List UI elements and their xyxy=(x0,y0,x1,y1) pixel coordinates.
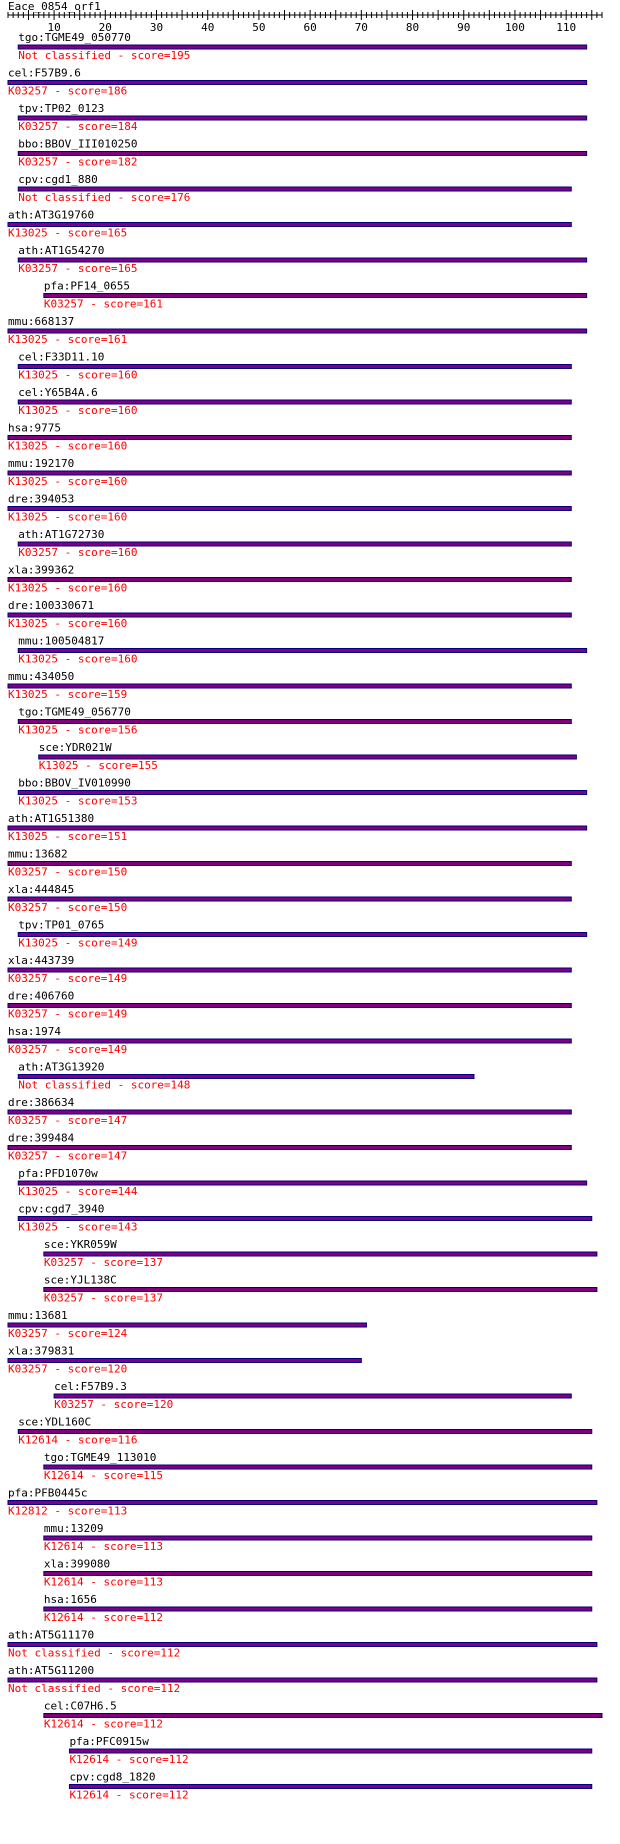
hit-label: bbo:BBOV_III010250 xyxy=(18,137,138,151)
hit-row xyxy=(44,1593,592,1624)
hit-label: dre:100330671 xyxy=(8,599,95,612)
hit-label: tgo:TGME49_050770 xyxy=(18,31,131,44)
axis-tick-label: 100 xyxy=(505,21,525,34)
hit-row xyxy=(18,635,586,666)
hit-label: cel:F57B9.3 xyxy=(54,1380,127,1393)
hit-score: K03257 - score=186 xyxy=(8,84,128,98)
hit-label: dre:406760 xyxy=(8,989,75,1003)
hit-row xyxy=(8,883,571,914)
hit-label: pfa:PFB0445c xyxy=(8,1486,88,1500)
axis-tick-label: 80 xyxy=(405,21,420,34)
hit-score: Not classified - score=112 xyxy=(8,1682,181,1695)
hit-score: K12614 - score=112 xyxy=(69,1753,189,1766)
hit-label: cpv:cgd8_1820 xyxy=(69,1770,156,1784)
hit-row xyxy=(18,1061,474,1092)
hit-score: K12614 - score=113 xyxy=(43,1540,164,1553)
hit-row xyxy=(18,777,586,808)
hit-label: mmu:668137 xyxy=(8,315,75,328)
hit-row xyxy=(8,67,587,98)
hit-label: dre:399484 xyxy=(8,1131,75,1145)
hit-label: pfa:PFC0915w xyxy=(69,1735,149,1748)
hit-score: K03257 - score=149 xyxy=(8,1007,128,1021)
hit-score: K12614 - score=115 xyxy=(43,1469,164,1482)
hit-row xyxy=(18,31,586,62)
hit-row xyxy=(18,351,571,382)
hit-label: mmu:434050 xyxy=(8,670,75,683)
hit-label: mmu:100504817 xyxy=(18,634,105,648)
hit-row xyxy=(69,1771,591,1802)
hit-row xyxy=(18,528,571,559)
hit-label: ath:AT3G13920 xyxy=(18,1060,105,1074)
hit-label: ath:AT1G72730 xyxy=(18,528,105,541)
hit-label: dre:394053 xyxy=(8,492,75,506)
axis-tick-label: 90 xyxy=(457,21,471,34)
hit-score: K13025 - score=161 xyxy=(8,333,128,346)
hit-row xyxy=(44,1451,592,1482)
hit-row xyxy=(8,599,571,630)
hit-score: K03257 - score=120 xyxy=(54,1398,174,1411)
hit-row xyxy=(18,138,586,169)
hit-row xyxy=(8,1345,361,1376)
hit-score: K12614 - score=113 xyxy=(43,1575,164,1589)
hit-row xyxy=(8,990,571,1021)
hit-label: ath:AT5G11200 xyxy=(8,1664,95,1677)
hit-label: tgo:TGME49_113010 xyxy=(43,1451,157,1464)
hit-score: K13025 - score=155 xyxy=(38,759,158,772)
hit-score: K03257 - score=160 xyxy=(18,546,138,559)
hit-score: K03257 - score=147 xyxy=(8,1114,128,1127)
hit-score: K13025 - score=160 xyxy=(8,617,128,630)
hit-score: K13025 - score=160 xyxy=(18,404,138,417)
axis-tick-label: 70 xyxy=(354,21,368,34)
hit-score: K13025 - score=143 xyxy=(18,1220,138,1234)
hit-label: xla:399080 xyxy=(43,1557,111,1571)
hit-label: mmu:13209 xyxy=(43,1522,104,1535)
hit-score: K12614 - score=112 xyxy=(69,1788,189,1802)
hit-row xyxy=(18,102,586,133)
hit-row xyxy=(44,280,587,311)
query-title: Eace_0854_orf1 xyxy=(8,0,101,13)
hit-row xyxy=(44,1700,602,1731)
hit-score: K03257 - score=149 xyxy=(8,972,128,985)
hit-score: K03257 - score=150 xyxy=(8,901,128,914)
hit-row xyxy=(8,457,571,488)
hit-row xyxy=(18,1167,586,1198)
axis-tick-label: 10 xyxy=(47,21,61,34)
hit-label: cel:Y65B4A.6 xyxy=(18,386,98,399)
hit-score: K13025 - score=160 xyxy=(8,439,128,453)
hit-score: K03257 - score=120 xyxy=(8,1362,128,1376)
axis-tick-label: 30 xyxy=(149,21,164,34)
hit-label: hsa:1974 xyxy=(8,1025,61,1038)
hit-label: mmu:192170 xyxy=(8,457,75,470)
hit-list xyxy=(8,31,602,1802)
hit-score: K12812 - score=113 xyxy=(8,1504,128,1518)
hit-score: K12614 - score=116 xyxy=(18,1433,138,1447)
hit-score: Not classified - score=148 xyxy=(18,1078,191,1092)
hit-label: hsa:1656 xyxy=(43,1593,97,1606)
hit-row xyxy=(44,1238,597,1269)
hit-score: K13025 - score=153 xyxy=(18,794,138,808)
hit-row xyxy=(18,706,571,737)
hit-label: cel:C07H6.5 xyxy=(43,1699,117,1713)
hit-row xyxy=(8,564,571,595)
hit-row xyxy=(8,209,571,240)
hit-label: bbo:BBOV_IV010990 xyxy=(18,776,131,790)
hit-row xyxy=(44,1274,597,1305)
hit-row xyxy=(8,422,571,453)
hit-score: K13025 - score=151 xyxy=(8,830,128,843)
hit-row xyxy=(8,812,587,843)
hit-row xyxy=(8,315,587,346)
hit-score: K13025 - score=149 xyxy=(18,936,138,950)
hit-row xyxy=(18,1416,592,1447)
hit-label: tpv:TP02_0123 xyxy=(18,102,105,115)
hit-label: xla:443739 xyxy=(8,954,75,967)
axis-tick-label: 110 xyxy=(556,21,577,34)
hit-row xyxy=(8,954,571,985)
axis-tick-label: 20 xyxy=(98,21,112,34)
hit-row xyxy=(18,244,586,275)
hit-label: ath:AT1G54270 xyxy=(18,244,105,257)
hit-row xyxy=(54,1380,571,1411)
hit-score: Not classified - score=176 xyxy=(18,191,191,204)
hit-label: dre:386634 xyxy=(8,1096,75,1109)
hit-label: cpv:cgd1_880 xyxy=(18,173,98,186)
hit-score: K12614 - score=112 xyxy=(43,1611,164,1624)
hit-score: K03257 - score=182 xyxy=(18,155,138,169)
hit-score: K03257 - score=165 xyxy=(18,262,138,275)
hit-score: K03257 - score=150 xyxy=(8,865,128,879)
hit-row xyxy=(18,919,586,950)
hit-label: cpv:cgd7_3940 xyxy=(18,1202,105,1216)
hit-row xyxy=(8,1309,366,1340)
hit-row xyxy=(44,1522,592,1553)
hit-score: K13025 - score=160 xyxy=(18,368,138,382)
axis-tick-label: 60 xyxy=(303,21,317,34)
hit-score: K13025 - score=160 xyxy=(18,652,138,666)
hit-row xyxy=(44,1558,592,1589)
hit-score: K13025 - score=165 xyxy=(8,226,128,240)
hit-score: K03257 - score=149 xyxy=(8,1043,128,1056)
hit-label: sce:YKR059W xyxy=(43,1238,117,1251)
axis-tick-label: 50 xyxy=(252,21,266,34)
hit-score: K03257 - score=137 xyxy=(43,1291,164,1305)
hit-score: K12614 - score=112 xyxy=(43,1717,164,1731)
hit-label: sce:YDL160C xyxy=(18,1415,92,1429)
hit-score: K13025 - score=156 xyxy=(18,723,138,737)
hit-row xyxy=(8,493,571,524)
hit-score: K03257 - score=184 xyxy=(18,120,138,133)
hit-row xyxy=(18,386,571,417)
hit-label: sce:YDR021W xyxy=(38,741,112,754)
hit-label: mmu:13681 xyxy=(8,1309,68,1322)
hit-label: tgo:TGME49_056770 xyxy=(18,705,131,719)
hit-label: ath:AT3G19760 xyxy=(8,208,95,222)
hit-label: mmu:13682 xyxy=(8,847,68,861)
hit-label: hsa:9775 xyxy=(8,421,61,435)
hit-label: cel:F33D11.10 xyxy=(18,350,105,364)
hit-score: K13025 - score=144 xyxy=(18,1185,138,1198)
hit-row xyxy=(18,1203,592,1234)
hit-label: ath:AT5G11170 xyxy=(8,1628,95,1642)
hit-row xyxy=(39,741,577,772)
hit-label: sce:YJL138C xyxy=(43,1273,117,1287)
hit-row xyxy=(8,1025,571,1056)
hit-row xyxy=(8,1487,597,1518)
hit-score: K13025 - score=159 xyxy=(8,688,128,701)
axis-tick-label: 40 xyxy=(201,21,215,34)
hit-row xyxy=(8,1096,571,1127)
hit-label: pfa:PF14_0655 xyxy=(43,279,130,293)
hit-label: xla:379831 xyxy=(8,1344,75,1358)
hit-label: pfa:PFD1070w xyxy=(18,1167,98,1180)
hit-score: K13025 - score=160 xyxy=(8,475,128,488)
hit-score: Not classified - score=195 xyxy=(18,49,191,62)
hit-label: xla:399362 xyxy=(8,563,75,577)
hit-row xyxy=(18,173,571,204)
hit-score: K03257 - score=137 xyxy=(43,1256,164,1269)
hit-score: K03257 - score=124 xyxy=(8,1327,128,1340)
hit-score: K13025 - score=160 xyxy=(8,581,128,595)
hit-row xyxy=(8,1132,571,1163)
hit-score: K03257 - score=161 xyxy=(43,297,164,311)
hit-label: ath:AT1G51380 xyxy=(8,812,95,825)
hit-score: K13025 - score=160 xyxy=(8,510,128,524)
hit-score: Not classified - score=112 xyxy=(8,1646,181,1660)
hit-label: tpv:TP01_0765 xyxy=(18,918,105,932)
hit-row xyxy=(8,1664,597,1695)
hit-label: cel:F57B9.6 xyxy=(8,66,81,80)
hit-row xyxy=(8,1629,597,1660)
hit-score: K03257 - score=147 xyxy=(8,1149,128,1163)
hit-row xyxy=(69,1735,591,1766)
hit-label: xla:444845 xyxy=(8,883,75,896)
hit-row xyxy=(8,848,571,879)
hit-row xyxy=(8,670,571,701)
